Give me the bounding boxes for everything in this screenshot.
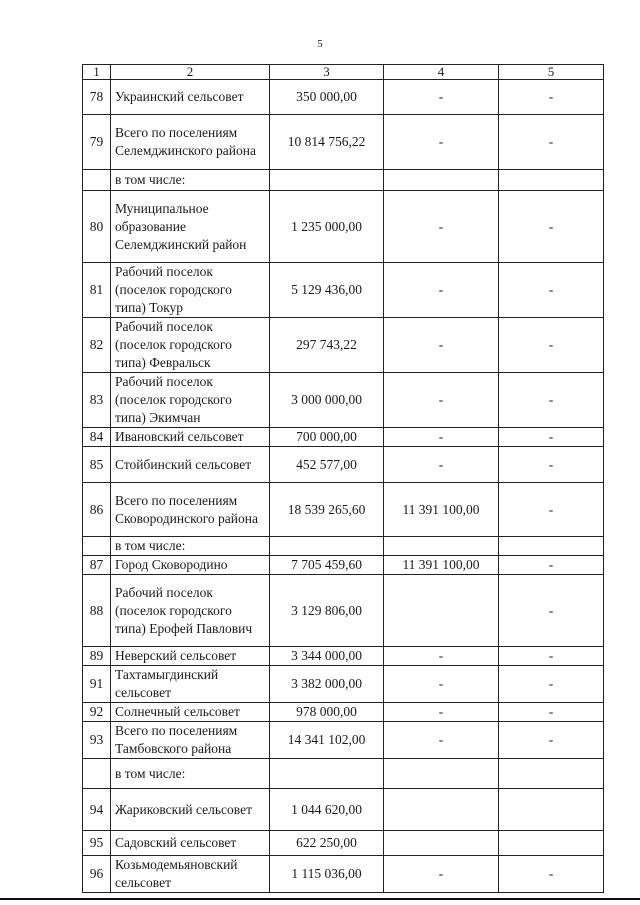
row-number: 79 [83, 115, 111, 170]
settlement-name: Рабочий поселок (поселок городского типа) Февральск [111, 318, 270, 373]
table-row [83, 373, 604, 428]
settlement-name: Ивановский сельсовет [111, 428, 270, 447]
table-row [83, 483, 604, 537]
table-row [83, 789, 604, 831]
amount-col5: - [499, 115, 604, 170]
row-number [83, 537, 111, 556]
amount-col4: - [384, 80, 499, 115]
table-row [83, 170, 604, 191]
amount-col4: - [384, 856, 499, 893]
row-number: 95 [83, 831, 111, 856]
amount-col5: - [499, 647, 604, 666]
section-label: в том числе: [111, 170, 270, 191]
amount-col5: - [499, 263, 604, 318]
table-row [83, 703, 604, 722]
amount-col4: - [384, 647, 499, 666]
amount-col5: - [499, 575, 604, 647]
amount-col4: - [384, 263, 499, 318]
row-number: 92 [83, 703, 111, 722]
amount-col3: 622 250,00 [270, 831, 384, 856]
amount-col5: - [499, 428, 604, 447]
settlement-name: Неверский сельсовет [111, 647, 270, 666]
amount-col5: - [499, 483, 604, 537]
amount-col3: 5 129 436,00 [270, 263, 384, 318]
amount-col5 [499, 789, 604, 831]
amount-col4 [384, 831, 499, 856]
row-number: 84 [83, 428, 111, 447]
header-col-1: 1 [83, 65, 111, 80]
table-row [83, 556, 604, 575]
amount-col4: - [384, 666, 499, 703]
row-number: 89 [83, 647, 111, 666]
settlement-name: Муниципальное образование Селемджинский район [111, 191, 270, 263]
table-row [83, 647, 604, 666]
table-row [83, 831, 604, 856]
amount-col3: 978 000,00 [270, 703, 384, 722]
header-col-2: 2 [111, 65, 270, 80]
amount-col3: 1 044 620,00 [270, 789, 384, 831]
table-row [83, 428, 604, 447]
amount-col4: - [384, 447, 499, 483]
amount-col4 [384, 789, 499, 831]
amount-col5: - [499, 318, 604, 373]
table-row [83, 115, 604, 170]
appropriations-table [82, 64, 604, 893]
header-col-4: 4 [384, 65, 499, 80]
row-number: 82 [83, 318, 111, 373]
table-row [83, 537, 604, 556]
amount-col5 [499, 170, 604, 191]
amount-col3: 18 539 265,60 [270, 483, 384, 537]
table-row [83, 666, 604, 703]
amount-col3: 7 705 459,60 [270, 556, 384, 575]
row-number: 88 [83, 575, 111, 647]
amount-col3: 1 235 000,00 [270, 191, 384, 263]
row-number: 94 [83, 789, 111, 831]
row-number: 91 [83, 666, 111, 703]
amount-col5: - [499, 191, 604, 263]
row-number [83, 170, 111, 191]
table-row [83, 191, 604, 263]
section-label: в том числе: [111, 759, 270, 789]
amount-col5: - [499, 856, 604, 893]
settlement-name: Рабочий поселок (поселок городского типа) Экимчан [111, 373, 270, 428]
amount-col5: - [499, 556, 604, 575]
amount-col4: - [384, 115, 499, 170]
amount-col3: 452 577,00 [270, 447, 384, 483]
amount-col3: 3 344 000,00 [270, 647, 384, 666]
amount-col3: 1 115 036,00 [270, 856, 384, 893]
amount-col3: 3 129 806,00 [270, 575, 384, 647]
amount-col4: - [384, 318, 499, 373]
header-col-5: 5 [499, 65, 604, 80]
settlement-name: Стойбинский сельсовет [111, 447, 270, 483]
row-number: 83 [83, 373, 111, 428]
amount-col5 [499, 831, 604, 856]
page-number: 5 [317, 38, 323, 50]
settlement-name: Всего по поселениям Тамбовского района [111, 722, 270, 759]
table-row [83, 575, 604, 647]
table-row [83, 759, 604, 789]
section-label: в том числе: [111, 537, 270, 556]
amount-col4 [384, 575, 499, 647]
amount-col4 [384, 170, 499, 191]
table-row [83, 856, 604, 893]
row-number: 87 [83, 556, 111, 575]
amount-col4: 11 391 100,00 [384, 483, 499, 537]
amount-col4: 11 391 100,00 [384, 556, 499, 575]
amount-col3 [270, 170, 384, 191]
settlement-name: Солнечный сельсовет [111, 703, 270, 722]
amount-col4: - [384, 722, 499, 759]
row-number: 85 [83, 447, 111, 483]
table-row [83, 263, 604, 318]
table-row [83, 447, 604, 483]
amount-col4: - [384, 373, 499, 428]
amount-col5: - [499, 722, 604, 759]
amount-col3 [270, 537, 384, 556]
header-row [83, 65, 604, 80]
amount-col5 [499, 537, 604, 556]
page-bottom-edge [0, 898, 640, 900]
amount-col3 [270, 759, 384, 789]
row-number: 78 [83, 80, 111, 115]
amount-col5: - [499, 80, 604, 115]
amount-col3: 14 341 102,00 [270, 722, 384, 759]
amount-col5: - [499, 373, 604, 428]
table-row [83, 318, 604, 373]
settlement-name: Всего по поселениям Селемджинского района [111, 115, 270, 170]
settlement-name: Рабочий поселок (поселок городского типа) Токур [111, 263, 270, 318]
amount-col5: - [499, 703, 604, 722]
settlement-name: Тахтамыгдинский сельсовет [111, 666, 270, 703]
amount-col3: 297 743,22 [270, 318, 384, 373]
amount-col5 [499, 759, 604, 789]
amount-col3: 350 000,00 [270, 80, 384, 115]
settlement-name: Украинский сельсовет [111, 80, 270, 115]
amount-col5: - [499, 447, 604, 483]
settlement-name: Жариковский сельсовет [111, 789, 270, 831]
row-number: 81 [83, 263, 111, 318]
amount-col4: - [384, 703, 499, 722]
amount-col4 [384, 537, 499, 556]
row-number: 86 [83, 483, 111, 537]
row-number: 96 [83, 856, 111, 893]
settlement-name: Всего по поселениям Сковородинского района [111, 483, 270, 537]
settlement-name: Город Сковородино [111, 556, 270, 575]
settlement-name: Рабочий поселок (поселок городского типа) Ерофей Павлович [111, 575, 270, 647]
row-number [83, 759, 111, 789]
amount-col4: - [384, 428, 499, 447]
amount-col3: 3 382 000,00 [270, 666, 384, 703]
row-number: 93 [83, 722, 111, 759]
header-col-3: 3 [270, 65, 384, 80]
table-row [83, 722, 604, 759]
amount-col3: 10 814 756,22 [270, 115, 384, 170]
settlement-name: Козьмодемьяновский сельсовет [111, 856, 270, 893]
amount-col3: 3 000 000,00 [270, 373, 384, 428]
row-number: 80 [83, 191, 111, 263]
table-row [83, 80, 604, 115]
settlement-name: Садовский сельсовет [111, 831, 270, 856]
amount-col3: 700 000,00 [270, 428, 384, 447]
amount-col4: - [384, 191, 499, 263]
amount-col4 [384, 759, 499, 789]
amount-col5: - [499, 666, 604, 703]
